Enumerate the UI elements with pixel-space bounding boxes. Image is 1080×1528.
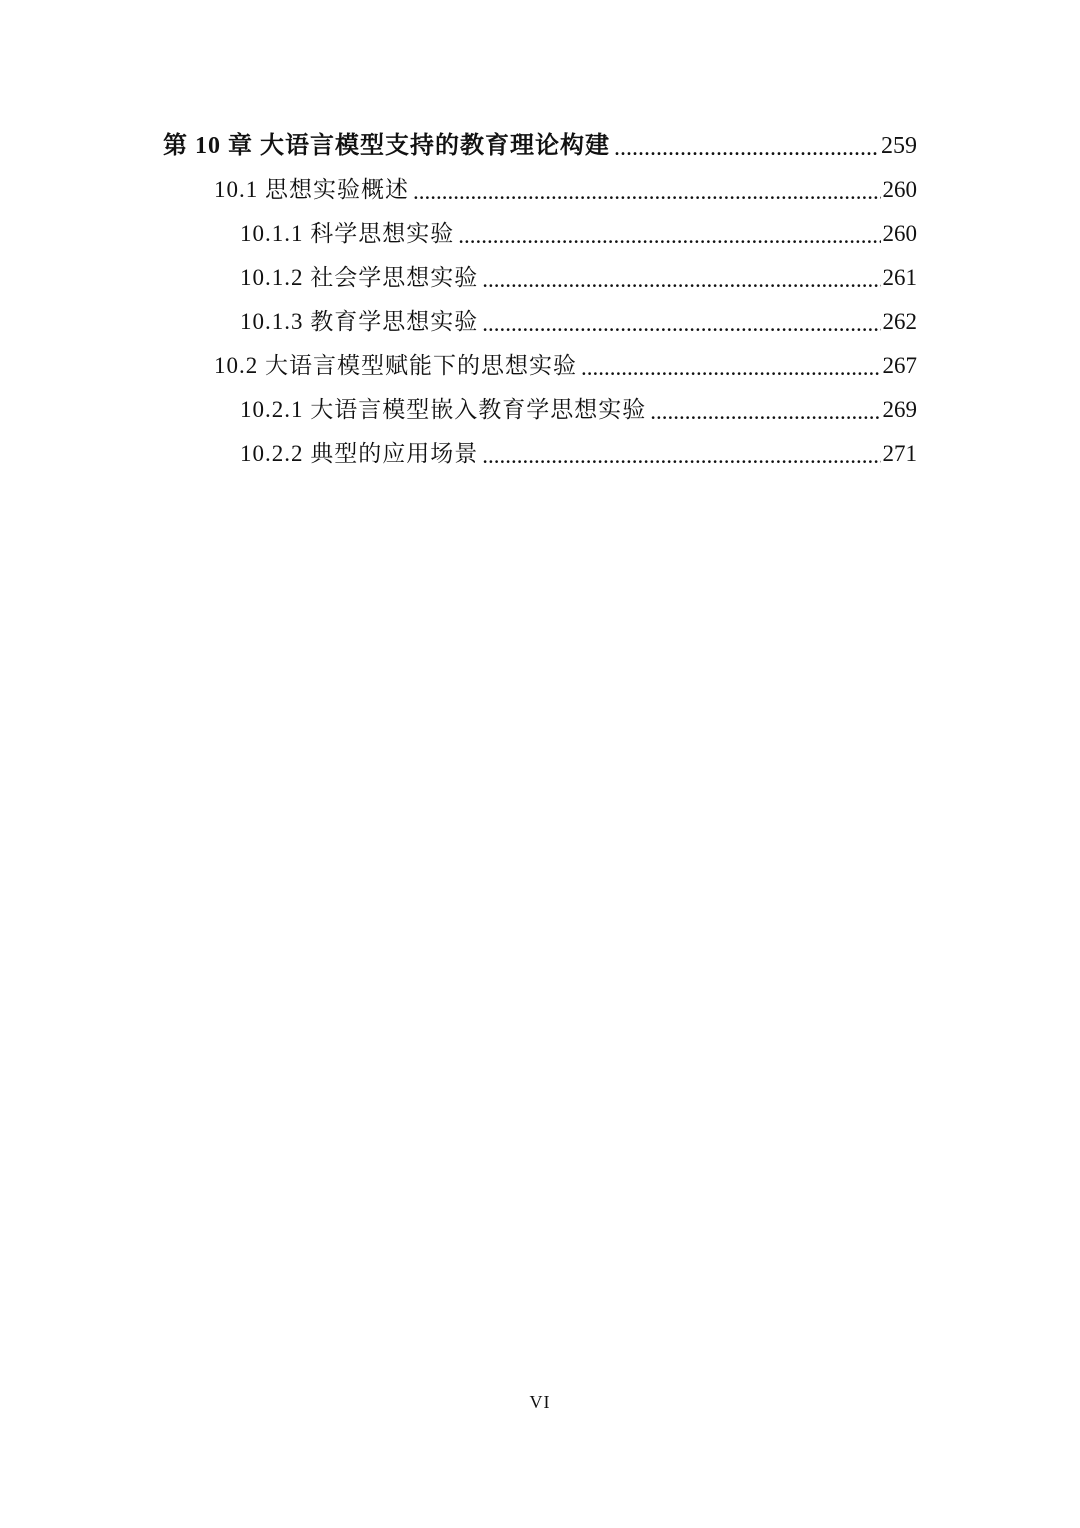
toc-entry-page: 259 [881,133,917,159]
toc-entry-page: 261 [882,265,917,290]
toc-entry-page: 260 [882,221,917,246]
toc-entry-title: 10.2.2 典型的应用场景 [240,441,479,466]
dot-leader [482,302,880,346]
toc-entry-page: 267 [882,353,917,378]
toc-entry-10-1-2[interactable] [240,256,917,300]
toc-entry-title: 10.1.1 科学思想实验 [240,221,455,246]
toc-entry-title: 10.2.1 大语言模型嵌入教育学思想实验 [240,397,647,422]
table-of-contents [0,124,1080,476]
dot-leader [458,214,880,258]
dot-leader [614,126,879,170]
dot-leader [581,346,881,390]
dot-leader [650,390,880,434]
toc-entry-10-1-1[interactable] [240,212,917,256]
toc-entry-title: 第 10 章 大语言模型支持的教育理论构建 [163,133,610,159]
toc-entry-10-2-2[interactable] [240,432,917,476]
page-number: VI [529,1392,551,1412]
toc-entry-page: 271 [882,441,917,466]
dot-leader [413,170,881,214]
toc-entry-title: 10.1.2 社会学思想实验 [240,265,479,290]
dot-leader [482,434,880,478]
toc-entry-10-1-3[interactable] [240,300,917,344]
toc-entry-page: 269 [882,397,917,422]
toc-entry-10-2-1[interactable] [240,388,917,432]
toc-entry-chapter-10[interactable] [163,124,917,168]
toc-entry-title: 10.1.3 教育学思想实验 [240,309,479,334]
toc-entry-title: 10.2 大语言模型赋能下的思想实验 [214,353,577,378]
toc-entry-page: 262 [882,309,917,334]
dot-leader [482,258,880,302]
toc-entry-10-2[interactable] [214,344,917,388]
toc-entry-10-1[interactable] [214,168,917,212]
toc-entry-page: 260 [882,177,917,202]
toc-entry-title: 10.1 思想实验概述 [214,177,409,202]
